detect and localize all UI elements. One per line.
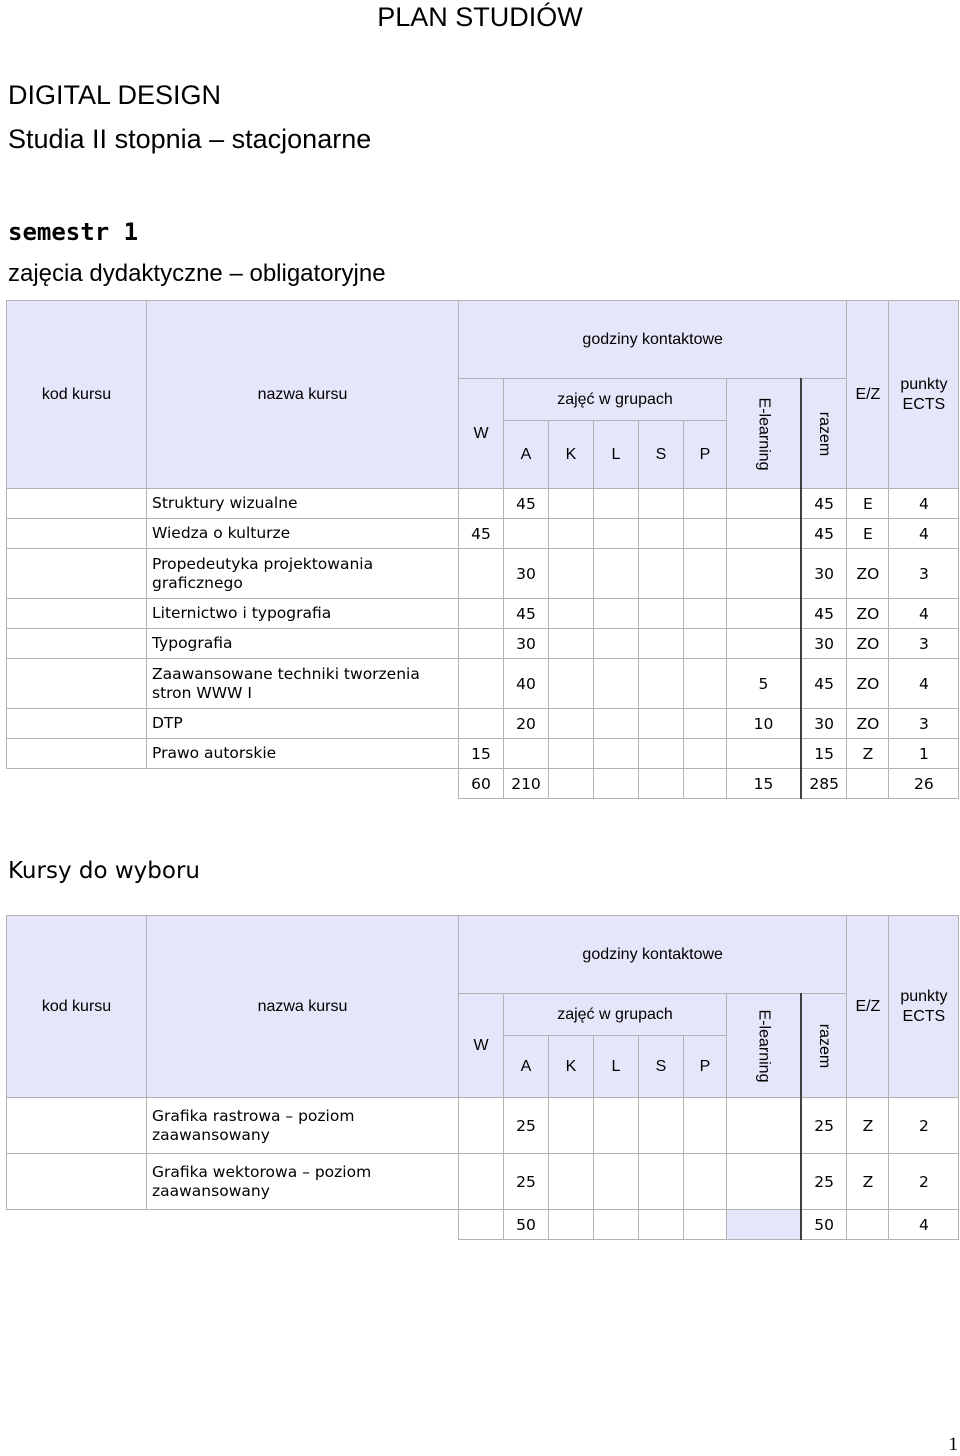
course-name-cell: Prawo autorskie (147, 739, 459, 769)
page-title: PLAN STUDIÓW (377, 2, 583, 32)
ez-cell: Z (847, 1098, 889, 1154)
elearning-cell (727, 739, 801, 769)
razem-cell: 45 (801, 519, 847, 549)
table-row (7, 489, 959, 519)
k-cell (549, 549, 594, 599)
total-l-cell (594, 1210, 639, 1240)
table-row (7, 1154, 959, 1210)
s-cell (639, 1154, 684, 1210)
razem-cell: 45 (801, 659, 847, 709)
header-l: L (594, 1036, 639, 1098)
course-code-cell (7, 629, 147, 659)
course-name-cell: Wiedza o kulturze (147, 519, 459, 549)
ez-cell: E (847, 489, 889, 519)
total-spacer (7, 1210, 459, 1240)
elearning-cell (727, 1154, 801, 1210)
ects-cell: 3 (889, 549, 959, 599)
k-cell (549, 1098, 594, 1154)
semester-heading: semestr 1 (8, 218, 139, 246)
s-cell (639, 519, 684, 549)
table-row (7, 599, 959, 629)
s-cell (639, 549, 684, 599)
l-cell (594, 1098, 639, 1154)
header-l: L (594, 421, 639, 489)
ects-cell: 2 (889, 1098, 959, 1154)
ez-cell: ZO (847, 659, 889, 709)
header-ects: punkty ECTS (889, 916, 959, 1098)
l-cell (594, 1154, 639, 1210)
w-cell (459, 709, 504, 739)
header-elearning-label: E-learning (755, 1009, 773, 1082)
k-cell (549, 519, 594, 549)
course-code-cell (7, 599, 147, 629)
ects-cell: 3 (889, 709, 959, 739)
total-k-cell (549, 1210, 594, 1240)
k-cell (549, 739, 594, 769)
header-elearning (727, 379, 801, 489)
p-cell (684, 549, 727, 599)
ez-cell: ZO (847, 599, 889, 629)
table-row (7, 629, 959, 659)
k-cell (549, 599, 594, 629)
l-cell (594, 659, 639, 709)
total-ez-cell (847, 1210, 889, 1240)
header-s: S (639, 1036, 684, 1098)
l-cell (594, 739, 639, 769)
a-cell: 20 (504, 709, 549, 739)
total-row (7, 769, 959, 799)
elearning-cell (727, 489, 801, 519)
s-cell (639, 659, 684, 709)
a-cell: 45 (504, 489, 549, 519)
ects-cell: 4 (889, 489, 959, 519)
header-zajec-w-grupach: zajęć w grupach (504, 994, 727, 1036)
header-nazwa-kursu: nazwa kursu (147, 301, 459, 489)
ects-cell: 4 (889, 659, 959, 709)
header-kod-kursu: kod kursu (7, 301, 147, 489)
ez-cell: Z (847, 739, 889, 769)
total-k-cell (549, 769, 594, 799)
elearning-cell: 10 (727, 709, 801, 739)
k-cell (549, 1154, 594, 1210)
w-cell: 15 (459, 739, 504, 769)
header-a: A (504, 1036, 549, 1098)
course-name-cell: Zaawansowane techniki tworzenia stron WWW I (147, 659, 459, 709)
s-cell (639, 1098, 684, 1154)
total-razem-cell: 285 (801, 769, 847, 799)
s-cell (639, 599, 684, 629)
a-cell: 40 (504, 659, 549, 709)
total-a-cell: 210 (504, 769, 549, 799)
elearning-cell (727, 549, 801, 599)
k-cell (549, 629, 594, 659)
razem-cell: 25 (801, 1154, 847, 1210)
total-p-cell (684, 769, 727, 799)
elective-heading: Kursy do wyboru (8, 858, 200, 884)
course-name-cell: Grafika wektorowa – poziom zaawansowany (147, 1154, 459, 1210)
w-cell (459, 489, 504, 519)
header-w: W (459, 379, 504, 489)
header-elearning-label: E-learning (755, 397, 773, 470)
l-cell (594, 549, 639, 599)
elearning-cell (727, 629, 801, 659)
total-w-cell (459, 1210, 504, 1240)
total-spacer (7, 769, 459, 799)
section-subheading: zajęcia dydaktyczne – obligatoryjne (8, 260, 386, 287)
header-kod-kursu: kod kursu (7, 916, 147, 1098)
a-cell: 25 (504, 1098, 549, 1154)
w-cell (459, 549, 504, 599)
p-cell (684, 629, 727, 659)
l-cell (594, 599, 639, 629)
total-ez-cell (847, 769, 889, 799)
course-name-cell: Propedeutyka projektowania graficznego (147, 549, 459, 599)
ez-cell: ZO (847, 629, 889, 659)
elective-courses-table (6, 915, 959, 1240)
course-code-cell (7, 489, 147, 519)
k-cell (549, 659, 594, 709)
ects-cell: 2 (889, 1154, 959, 1210)
w-cell (459, 1098, 504, 1154)
course-code-cell (7, 1154, 147, 1210)
header-razem (801, 994, 847, 1098)
elearning-cell (727, 1098, 801, 1154)
elearning-cell: 5 (727, 659, 801, 709)
table-row (7, 659, 959, 709)
w-cell: 45 (459, 519, 504, 549)
p-cell (684, 709, 727, 739)
header-ez: E/Z (847, 301, 889, 489)
page-number: 1 (948, 1434, 958, 1455)
razem-cell: 45 (801, 599, 847, 629)
total-s-cell (639, 769, 684, 799)
l-cell (594, 489, 639, 519)
course-code-cell (7, 519, 147, 549)
header-nazwa-kursu: nazwa kursu (147, 916, 459, 1098)
total-elearning-cell: 15 (727, 769, 801, 799)
p-cell (684, 1154, 727, 1210)
total-a-cell: 50 (504, 1210, 549, 1240)
l-cell (594, 709, 639, 739)
header-zajec-w-grupach: zajęć w grupach (504, 379, 727, 421)
a-cell: 30 (504, 549, 549, 599)
course-code-cell (7, 1098, 147, 1154)
razem-cell: 25 (801, 1098, 847, 1154)
s-cell (639, 629, 684, 659)
header-a: A (504, 421, 549, 489)
a-cell (504, 519, 549, 549)
header-s: S (639, 421, 684, 489)
study-mode: Studia II stopnia – stacjonarne (8, 124, 372, 154)
elearning-cell (727, 519, 801, 549)
a-cell: 45 (504, 599, 549, 629)
course-code-cell (7, 549, 147, 599)
header-k: K (549, 1036, 594, 1098)
razem-cell: 15 (801, 739, 847, 769)
ects-cell: 4 (889, 599, 959, 629)
course-code-cell (7, 739, 147, 769)
course-name-cell: Liternictwo i typografia (147, 599, 459, 629)
header-ez: E/Z (847, 916, 889, 1098)
razem-cell: 30 (801, 629, 847, 659)
table-row (7, 739, 959, 769)
k-cell (549, 489, 594, 519)
program-title: DIGITAL DESIGN (8, 80, 222, 110)
total-razem-cell: 50 (801, 1210, 847, 1240)
total-p-cell (684, 1210, 727, 1240)
s-cell (639, 739, 684, 769)
a-cell: 25 (504, 1154, 549, 1210)
total-s-cell (639, 1210, 684, 1240)
a-cell: 30 (504, 629, 549, 659)
w-cell (459, 1154, 504, 1210)
course-name-cell: Struktury wizualne (147, 489, 459, 519)
total-row (7, 1210, 959, 1240)
ez-cell: ZO (847, 709, 889, 739)
l-cell (594, 519, 639, 549)
ez-cell: Z (847, 1154, 889, 1210)
total-elearning-cell (727, 1210, 801, 1240)
p-cell (684, 659, 727, 709)
k-cell (549, 709, 594, 739)
total-l-cell (594, 769, 639, 799)
ez-cell: ZO (847, 549, 889, 599)
ects-cell: 3 (889, 629, 959, 659)
header-razem (801, 379, 847, 489)
w-cell (459, 629, 504, 659)
total-ects-cell: 26 (889, 769, 959, 799)
course-code-cell (7, 709, 147, 739)
table-row (7, 1098, 959, 1154)
razem-cell: 45 (801, 489, 847, 519)
course-code-cell (7, 659, 147, 709)
razem-cell: 30 (801, 549, 847, 599)
w-cell (459, 599, 504, 629)
p-cell (684, 599, 727, 629)
total-ects-cell: 4 (889, 1210, 959, 1240)
course-name-cell: Grafika rastrowa – poziom zaawansowany (147, 1098, 459, 1154)
header-w: W (459, 994, 504, 1098)
ects-cell: 1 (889, 739, 959, 769)
course-name-cell: Typografia (147, 629, 459, 659)
s-cell (639, 709, 684, 739)
p-cell (684, 1098, 727, 1154)
l-cell (594, 629, 639, 659)
header-godziny-kontaktowe: godziny kontaktowe (459, 916, 847, 994)
header-p: P (684, 1036, 727, 1098)
table-row (7, 549, 959, 599)
table-row (7, 519, 959, 549)
p-cell (684, 489, 727, 519)
header-elearning (727, 994, 801, 1098)
header-razem-label: razem (816, 1023, 834, 1068)
ects-cell: 4 (889, 519, 959, 549)
header-k: K (549, 421, 594, 489)
table-row (7, 709, 959, 739)
header-ects: punkty ECTS (889, 301, 959, 489)
p-cell (684, 519, 727, 549)
obligatory-courses-table (6, 300, 959, 799)
course-name-cell: DTP (147, 709, 459, 739)
header-razem-label: razem (816, 411, 834, 456)
ez-cell: E (847, 519, 889, 549)
p-cell (684, 739, 727, 769)
total-w-cell: 60 (459, 769, 504, 799)
razem-cell: 30 (801, 709, 847, 739)
header-p: P (684, 421, 727, 489)
header-godziny-kontaktowe: godziny kontaktowe (459, 301, 847, 379)
s-cell (639, 489, 684, 519)
a-cell (504, 739, 549, 769)
w-cell (459, 659, 504, 709)
elearning-cell (727, 599, 801, 629)
